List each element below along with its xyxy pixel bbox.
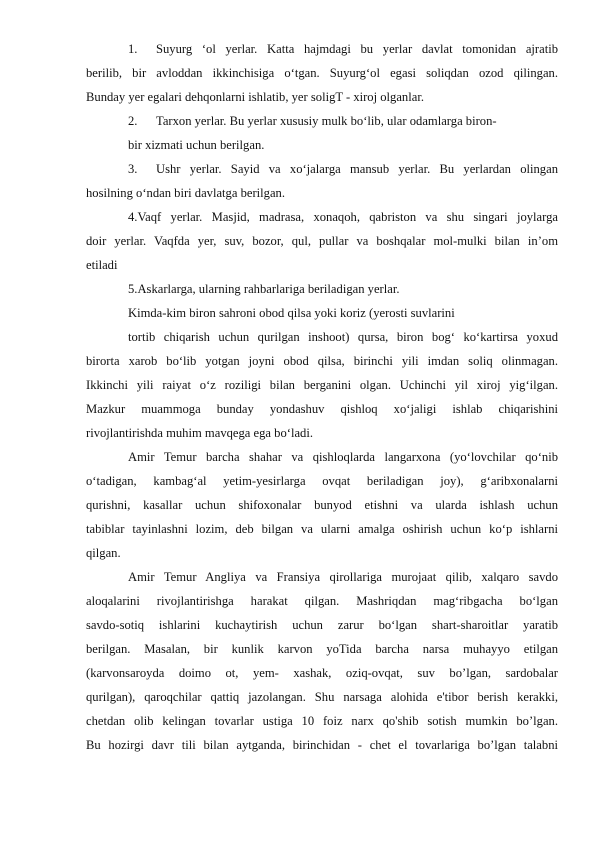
paragraph-line: etiladi: [86, 258, 118, 272]
paragraph-line: qurilgan), qaroqchilar qattiq jazolangan. Shu narsaga alohida e'tibor berish kerakki,: [86, 690, 558, 704]
paragraph-line: bir xizmati uchun berilgan.: [128, 138, 265, 152]
list-item-1: [128, 37, 558, 61]
paragraph-line: Bu hozirgi davr tili bilan aytganda, birinchidan - chet el tovarlariga bo’lgan talabni: [86, 738, 558, 752]
line-text: Suyurg ‘ol yerlar. Katta hajmdagi bu yerlar davlat tomonidan ajratib: [156, 42, 558, 56]
paragraph-line: Kimda-kim biron sahroni obod qilsa yoki koriz (yerosti suvlarini: [128, 306, 455, 320]
paragraph-line: Amir Temur barcha shahar va qishloqlarda langarxona (yo‘lovchilar qo‘nib: [128, 450, 558, 464]
paragraph-line: Ikkinchi yili raiyat o‘z roziligi bilan berganini olgan. Uchinchi yil xiroj yig‘ilgan.: [86, 378, 558, 392]
paragraph-line: berilgan. Masalan, bir kunlik karvon yoTida barcha narsa muhayyo etilgan: [86, 642, 558, 656]
paragraph-line: Amir Temur Angliya va Fransiya qirollariga murojaat qilib, xalqaro savdo: [128, 570, 558, 584]
paragraph-line: qilgan.: [86, 546, 121, 560]
paragraph-line: Mazkur muammoga bunday yondashuv qishloq xo‘jaligi ishlab chiqarishini: [86, 402, 558, 416]
list-item-3: [128, 157, 558, 181]
list-number: 3.: [128, 162, 138, 176]
paragraph-line: rivojlantirishda muhim mavqega ega bo‘ladi.: [86, 426, 313, 440]
paragraph-line: doir yerlar. Vaqfda yer, suv, bozor, qul, pullar va boshqalar mol-mulki bilan in’om: [86, 234, 558, 248]
paragraph-line: chetdan olib kelingan tovarlar ustiga 10 foiz narx qo'shib sotish mumkin bo’lgan.: [86, 714, 558, 728]
paragraph-line: berilib, bir avloddan ikkinchisiga o‘tgan. Suyurg‘ol egasi soliqdan ozod qilingan.: [86, 66, 558, 80]
list-item-2: [128, 109, 558, 133]
paragraph-line: aloqalarini rivojlantirishga harakat qilgan. Mashriqdan mag‘ribgacha bo‘lgan: [86, 594, 558, 608]
paragraph-line: (karvonsaroyda doimo ot, yem- xashak, oziq-ovqat, suv bo’lgan, sardobalar: [86, 666, 558, 680]
list-number: 2.: [128, 114, 138, 128]
paragraph-line: o‘tadigan, kambag‘al yetim-yesirlarga ovqat beriladigan joy), g‘aribxonalarni: [86, 474, 558, 488]
list-number: 1.: [128, 42, 138, 56]
paragraph-line: 5.Askarlarga, ularning rahbarlariga beriladigan yerlar.: [128, 282, 400, 296]
paragraph-line: Bunday yer egalari dehqonlarni ishlatib, yer soligT - xiroj olganlar.: [86, 90, 424, 104]
paragraph-line: tabiblar tayinlashni lozim, deb bilgan va ularni amalga oshirish uchun ko‘p ishlarni: [86, 522, 558, 536]
paragraph-line: savdo-sotiq ishlarini kuchaytirish uchun zarur bo‘lgan shart-sharoitlar yaratib: [86, 618, 558, 632]
paragraph-line: birorta xarob bo‘lib yotgan joyni obod qilsa, birinchi yili imdan soliq olinmagan.: [86, 354, 558, 368]
paragraph-line: qurishni, kasallar uchun shifoxonalar bunyod etishni va ularda ishlash uchun: [86, 498, 558, 512]
paragraph-line: tortib chiqarish uchun qurilgan inshoot) qursa, biron bog‘ ko‘kartirsa yoxud: [128, 330, 558, 344]
paragraph-line: hosilning o‘ndan biri davlatga berilgan.: [86, 186, 286, 200]
line-text: Tarxon yerlar. Bu yerlar xususiy mulk bo‘lib, ular odamlarga biron-: [156, 114, 497, 128]
paragraph-line: 4.Vaqf yerlar. Masjid, madrasa, xonaqoh, qabriston va shu singari joylarga: [128, 210, 558, 224]
line-text: Ushr yerlar. Sayid va xo‘jalarga mansub yerlar. Bu yerlardan olingan: [156, 162, 558, 176]
